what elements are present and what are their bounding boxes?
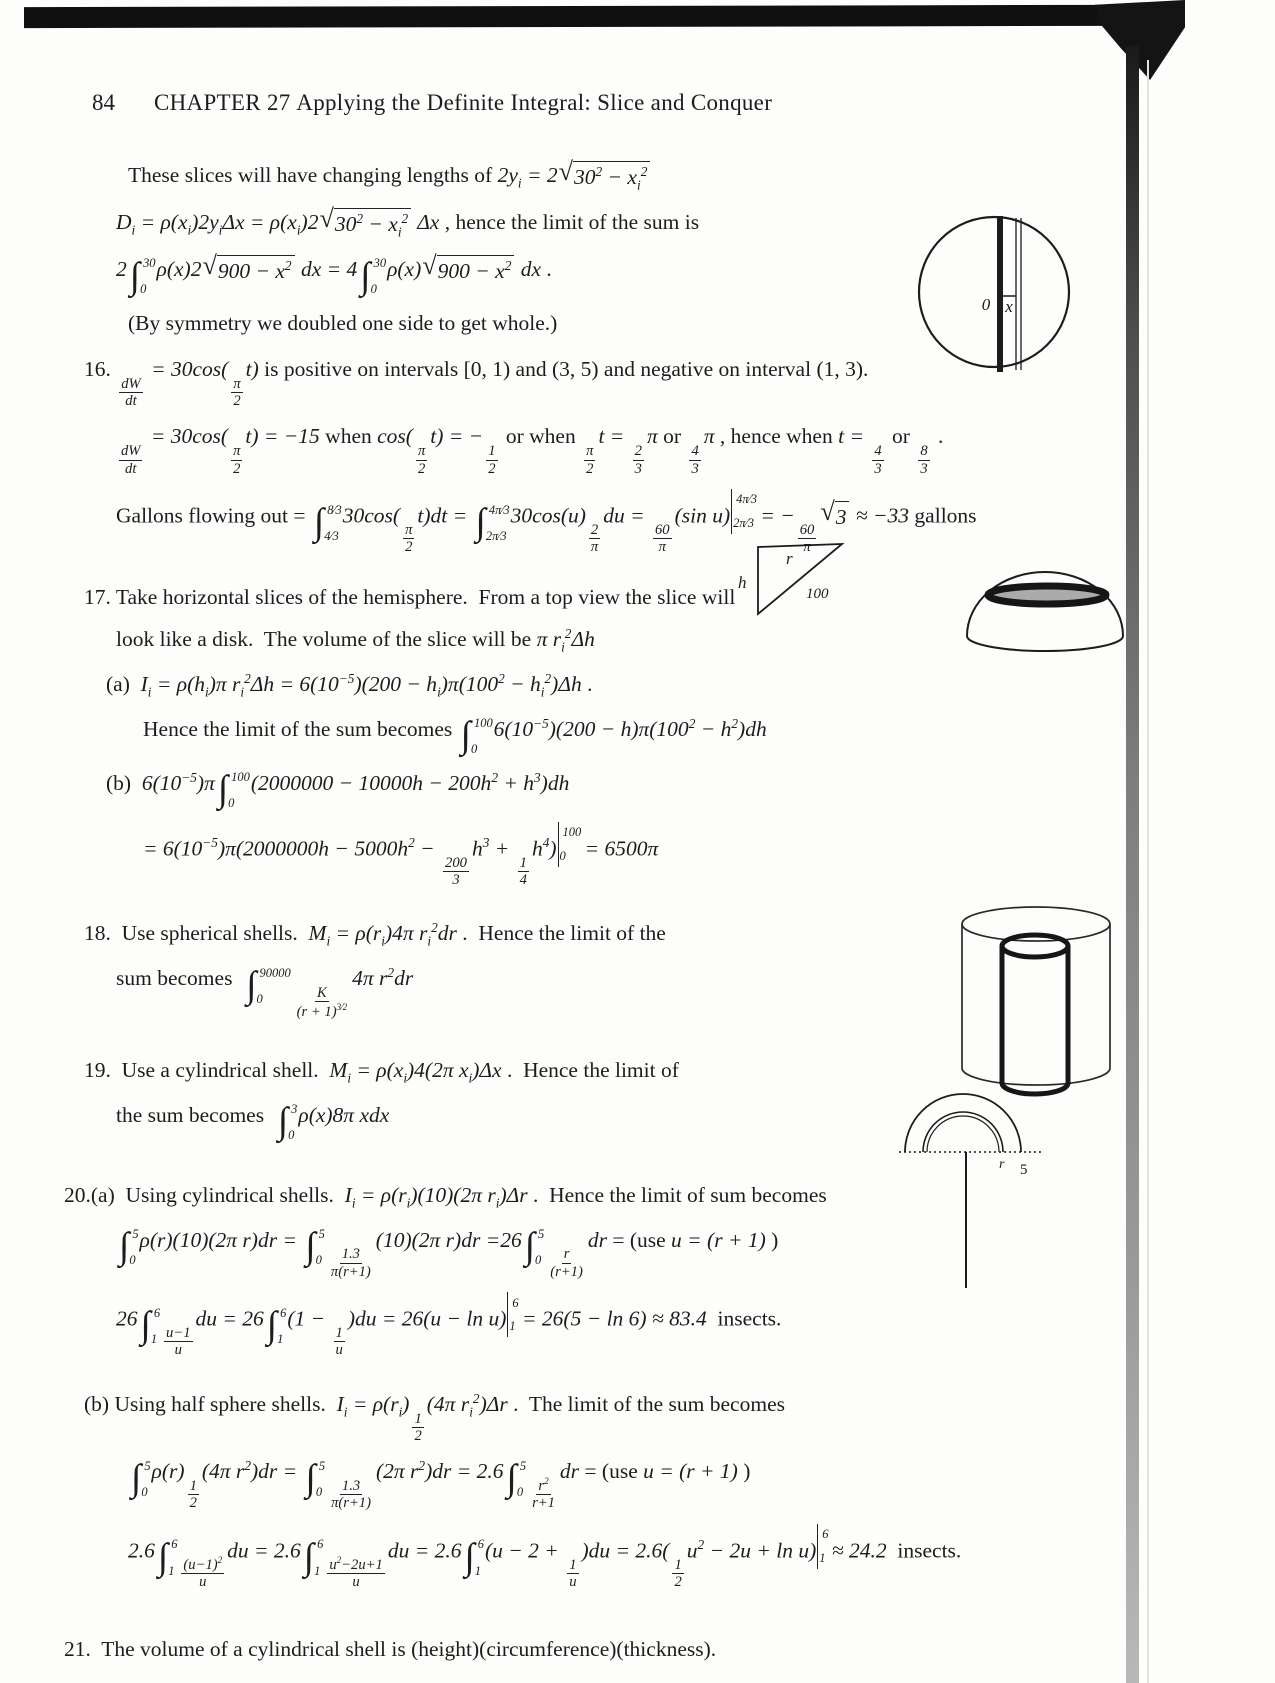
text-line: = $6(10^{-5})\pi(2000000h - 5000h^2$ − $\frac{200}{3}$ $h^3$ + $\frac{1}{4}$ $h^4$) 100 0 = 6500π [0, 822, 1275, 889]
circle-outline [919, 217, 1069, 367]
circle-slice-diagram [912, 212, 1084, 378]
text-line: sum becomes ∫ 90000 0 $\frac{K}{(r + 1)^{3⁄2}}$ 4π $r^2dr$ [116, 964, 414, 1021]
text-line: (b) $6(10^{-5})\pi$ ∫ 100 0 $(2000000 - 10000h - 200h^2 + h^3)dh$ [106, 768, 570, 811]
page-header [0, 90, 1275, 116]
text-line: look like a disk. The volume of the slice will be π $r_i^2\Delta h$ [116, 625, 595, 655]
shell-radius-label: r [999, 1157, 1005, 1172]
extent-label: 5 [1020, 1162, 1028, 1178]
text-line: These slices will have changing lengths of $2y_i = 2$ √ $30^2 - x_i^2$ [0, 160, 1275, 195]
text-line: 2 ∫ 30 0 ρ(x)2 √ $900 - x^2$ dx = 4 ∫ 30 0 ρ(x) √ $900 - x^2$ dx . [116, 250, 552, 297]
cylinder-shell-diagram [948, 900, 1124, 1102]
triangle-outline [758, 544, 842, 614]
triangle-diagram [728, 536, 852, 622]
chapter-label: CHAPTER 27 [154, 90, 291, 115]
text-line: (By symmetry we doubled one side to get whole.) [128, 310, 558, 335]
block-p20b [0, 1389, 1275, 1591]
radius-label: r [786, 549, 793, 568]
text-line: 16. $\frac{dW}{dt}$ = 30cos( $\frac{\pi}{2}$ t) is positive on intervals [0, 1) and (3, 5) and negative on interval (1, 3). [84, 357, 869, 410]
text-line: $\frac{dW}{dt}$ = 30cos( $\frac{\pi}{2}$ t) = −15 when cos( $\frac{\pi}{2}$ t) = − $\frac{1}{2}$ or when $\frac{\pi}{2}$ t = $\frac{2}{3}$ π or $\frac{4}{3}$ π , hence when t = $\frac{4}{3}$ or $\frac{8}{3}$ . [121, 424, 944, 477]
text-line: the sum becomes ∫ 3 0 ρ(x)8π xdx [116, 1100, 390, 1143]
outer-half-shell [905, 1094, 1021, 1152]
inner-half-shell [923, 1112, 1003, 1152]
height-label: h [738, 573, 747, 592]
block-p20a [0, 1180, 1275, 1359]
text-line: 20.(a) Using cylindrical shells. $I_i = \rho(r_i)(10)(2\pi$ $r_i)\Delta r$ . Hence the limit of sum becomes [64, 1182, 827, 1210]
hemisphere-diagram [918, 548, 1133, 656]
slice-ellipse [988, 586, 1106, 604]
text-line: 18. Use spherical shells. $M_i = \rho(r_i)4\pi$ $r_i^2dr$ . Hence the limit of the [84, 920, 666, 949]
inner-shell-top [1002, 935, 1068, 957]
page-number: 84 [92, 90, 115, 115]
outer-cylinder-bottom [962, 1068, 1110, 1085]
text-line: (b) Using half sphere shells. $I_i = \rho(r_i)$ $\frac{1}{2}$ (4π $r_i^2)\Delta r$ . The limit of the sum becomes [84, 1390, 785, 1444]
block-p21 [0, 1634, 1275, 1664]
text-line: (a) $I_i = \rho(h_i)\pi$ $r_i^2\Delta h = 6(10^{-5})(200 - h_i)\pi(100^2 - h_i^2)\Delta h$ . [106, 670, 593, 699]
text-line: ∫ 5 0 ρ(r) $\frac{1}{2}$ (4π $r^2)dr$ = ∫ 5 0 $\frac{1.3}{\pi(r+1)}$ (2π $r^2)dr = 2.6$ ∫ 5 0 $\frac{r^2}{r+1}$ dr = (use u = (r + 1) ) [131, 1457, 751, 1512]
origin-label: 0 [981, 295, 991, 314]
text-line: 26 ∫ 6 1 $\frac{u-1}{u}$ du = 26 ∫ 6 1 (1 − $\frac{1}{u}$ )du = 26(u − ln u) 6 1 = 26(5 − ln 6) ≈ 83.4 insects. [0, 1292, 1275, 1359]
text-line: 2.6 ∫ 6 1 $\frac{(u-1)^2}{u}$ du = 2.6 ∫ 6 1 $\frac{u^2-2u+1}{u}$ du = 2.6 ∫ 6 1 (u − 2 + $\frac{1}{u}$ )du = 2.6( $\frac{1}{2}$ $u^2 - 2u + \ln u$) 6 1 ≈ 24.2 insects. [0, 1524, 1275, 1591]
text-line: 19. Use a cylindrical shell. $M_i = \rho(x_i)4(2\pi$ $x_i)\Delta x$ . Hence the limit of [84, 1057, 679, 1086]
chapter-title: Applying the Definite Integral: Slice and Conquer [296, 90, 773, 115]
text-line: Hence the limit of the sum becomes ∫ 100 0 $6(10^{-5})(200 - h)\pi(100^2 - h^2)dh$ [143, 714, 767, 757]
text-line: 17. Take horizontal slices of the hemisphere. From a top view the slice will [84, 584, 736, 609]
dome-base [967, 636, 1123, 651]
text-line: ∫ 5 0 ρ(r)(10)(2π r)dr = ∫ 5 0 $\frac{1.3}{\pi(r+1)}$ (10)(2π r)dr =26 ∫ 5 0 $\frac{r}{(r+1)}$ dr = (use u = (r + 1) ) [119, 1225, 779, 1280]
text-line: Gallons flowing out = ∫ 8⁄3 4⁄3 30cos( $\frac{\pi}{2}$ t)dt = ∫ 4π⁄3 2π⁄3 30cos(u) $\frac{2}{\pi}$ du = $\frac{60}{\pi}$ (sin u) 4π⁄3 2π⁄3 = − $\frac{60}{\pi}$ √ 3 ≈ −33 gallons [0, 489, 1275, 556]
text-line: $D_i = \rho(x_i)2y_i\Delta x = \rho(x_i)2$ √ $30^2 - x_i^2$ Δx , hence the limit of the sum is [0, 207, 1275, 242]
hypotenuse-label: 100 [806, 586, 829, 602]
tree-shells-diagram [893, 1088, 1061, 1300]
block-p16 [0, 354, 1275, 556]
x-label: x [1005, 297, 1013, 316]
text-line: 21. The volume of a cylindrical shell is (height)(circumference)(thickness). [64, 1637, 717, 1662]
